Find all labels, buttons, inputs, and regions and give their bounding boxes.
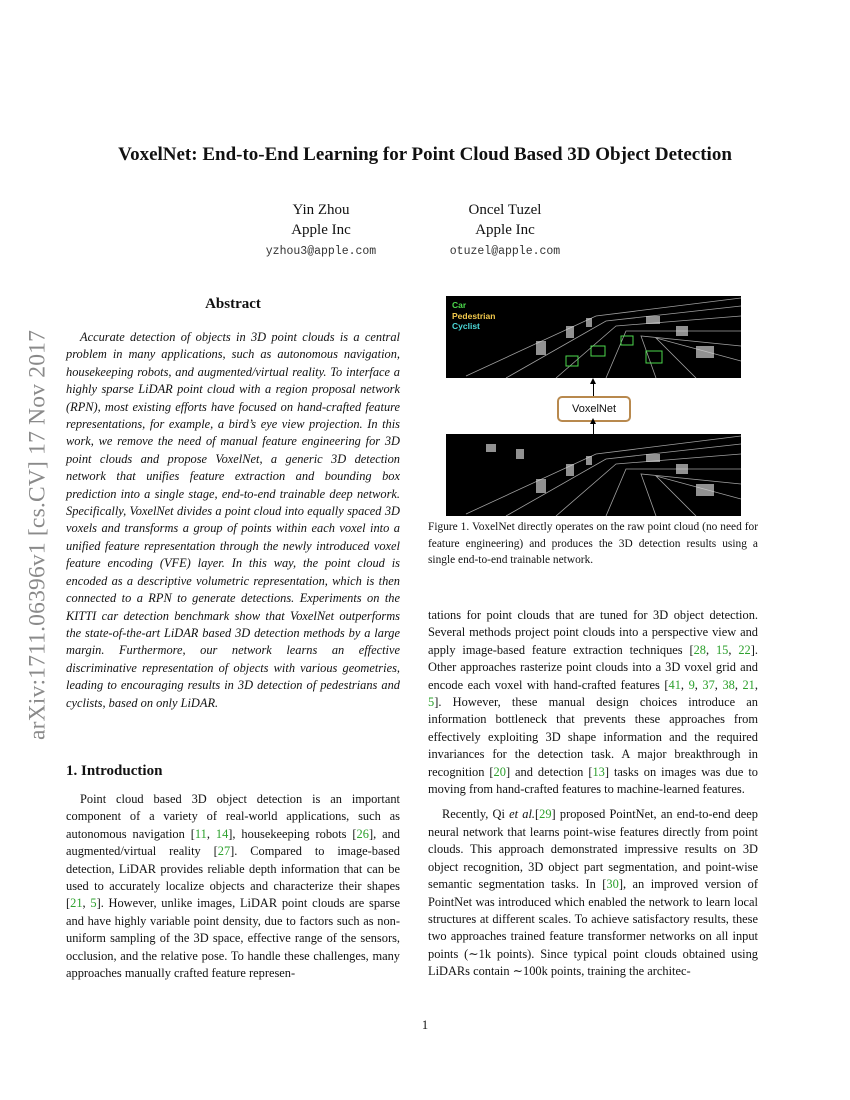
arxiv-identifier[interactable]: arXiv:1711.06396v1 [cs.CV] 17 Nov 2017: [24, 329, 51, 741]
citation-link[interactable]: 14: [215, 826, 229, 841]
legend-pedestrian: Pedestrian: [452, 310, 496, 321]
figure-caption: Figure 1. VoxelNet directly operates on the raw point cloud (no need for feature engineering) and produces the 3D detection results using a single end-to-end trainable network.: [428, 521, 758, 567]
body-paragraph: tations for point clouds that are tuned for 3D object detection. Several methods project point clouds into a perspective view and apply image-based feature extraction techniques [28, 15, 22]. Other approaches rasterize point clouds into a 3D voxel grid and encode each voxel with hand-crafted features [41, 9, 37, 38, 21, 5]. However, these manual design choices introduce an information bottleneck that prevents these approaches from effectively exploiting 3D shape information and the required invariances for the detection task. A major breakthrough in recognition [20] and detection [13] tasks on images was due to moving from hand-crafted features to machine-learned features.: [428, 608, 758, 797]
author-block: [256, 200, 386, 262]
arrow-shaft: [593, 383, 595, 396]
citation-link[interactable]: 38: [722, 677, 735, 692]
intro-paragraph: Point cloud based 3D object detection is an important component of a variety of real-world applications, such as autonomous navigation [11, 14], housekeeping robots [26], and augmented/virtual reality [27]. Compared to image-based detection, LiDAR provides reliable depth information that can be used to accurately localize objects and characterize their shapes [21, 5]. However, unlike images, LiDAR point clouds are sparse and have highly variable point density, due to factors such as non-uniform sampling of the 3D space, effective range of the sensors, occlusion, and the relative pose. To handle these challenges, many approaches manually crafted feature represen-: [66, 792, 400, 981]
author-email[interactable]: otuzel@apple.com: [449, 245, 561, 258]
author-block: [440, 200, 570, 262]
citation-link[interactable]: 15: [715, 642, 729, 657]
abstract-heading: Abstract: [205, 296, 261, 312]
citation-link[interactable]: 21: [70, 896, 83, 911]
page-number: 1: [421, 1018, 429, 1032]
citation-link[interactable]: 26: [356, 826, 369, 841]
author-name: Oncel Tuzel: [468, 202, 542, 218]
citation-link[interactable]: 41: [668, 677, 681, 692]
citation-link[interactable]: 37: [702, 677, 715, 692]
citation-link[interactable]: 27: [217, 844, 231, 859]
body-paragraph: Recently, Qi et al.[29] proposed PointNet, an end-to-end deep neural network that learns point-wise features directly from point clouds. This approach demonstrated impressive results on 3D object recognition, 3D object part segmentation, and point-wise semantic segmentation tasks. In [30], an improved version of PointNet was introduced which enabled the network to learn local structures at different scales. To achieve satisfactory results, these two approaches trained feature transformer networks on all input points (∼1k points). Since typical point clouds obtained using LiDARs contain ∼100k points, training the architec-: [428, 807, 759, 979]
lidar-input-image: [446, 434, 741, 516]
legend-cyclist: Cyclist: [452, 321, 480, 331]
citation-link[interactable]: 13: [592, 764, 605, 779]
author-affiliation: Apple Inc: [291, 222, 351, 238]
arrow-shaft: [593, 423, 595, 434]
paper-title: VoxelNet: End-to-End Learning for Point Cloud Based 3D Object Detection: [118, 144, 732, 165]
citation-link[interactable]: 29: [539, 807, 552, 822]
citation-link[interactable]: 30: [606, 877, 619, 892]
citation-link[interactable]: 22: [738, 642, 751, 657]
legend-car: Car: [452, 300, 467, 310]
citation-link[interactable]: 5: [428, 695, 435, 710]
author-name: Yin Zhou: [292, 202, 350, 218]
right-column: [428, 607, 758, 981]
citation-link[interactable]: 9: [688, 677, 695, 692]
citation-link[interactable]: 5: [90, 896, 97, 911]
voxelnet-box: VoxelNet: [557, 396, 631, 422]
point-cloud-render: [446, 434, 741, 516]
section-heading: 1. Introduction: [66, 763, 163, 779]
author-affiliation: Apple Inc: [475, 222, 535, 238]
figure-legend: [452, 300, 495, 332]
citation-link[interactable]: 28: [693, 642, 706, 657]
citation-link[interactable]: 21: [742, 677, 755, 692]
lidar-detection-image: [446, 296, 741, 378]
citation-link[interactable]: 20: [493, 764, 506, 779]
abstract-text: Accurate detection of objects in 3D point clouds is a central problem in many applications, such as autonomous navigation, housekeeping robots, and augmented/virtual reality. To interface a highly sparse LiDAR point cloud with a region proposal network (RPN), most existing efforts have focused on hand-crafted feature representations, for example, a bird’s eye view projection. In this work, we remove the need of manual feature engineering for 3D point clouds and propose VoxelNet, a generic 3D detection network that unifies feature extraction and bounding box prediction into a single stage, end-to-end trainable deep network. Specifically, VoxelNet divides a point cloud into equally spaced 3D voxels and transforms a group of points within each voxel into a unified feature representation through the newly introduced voxel feature encoding (VFE) layer. In this way, the point cloud is encoded as a descriptive volumetric representation, which is then connected to a RPN to generate detections. Experiments on the KITTI car detection benchmark show that VoxelNet outperforms the state-of-the-art LiDAR based 3D detection methods by a large margin. Furthermore, our network learns an effective discriminative representation of objects with various geometries, leading to encouraging results in 3D detection of pedestrians and cyclists, based on only LiDAR.: [66, 330, 400, 710]
author-email[interactable]: yzhou3@apple.com: [265, 245, 377, 258]
citation-link[interactable]: 11: [194, 826, 207, 841]
